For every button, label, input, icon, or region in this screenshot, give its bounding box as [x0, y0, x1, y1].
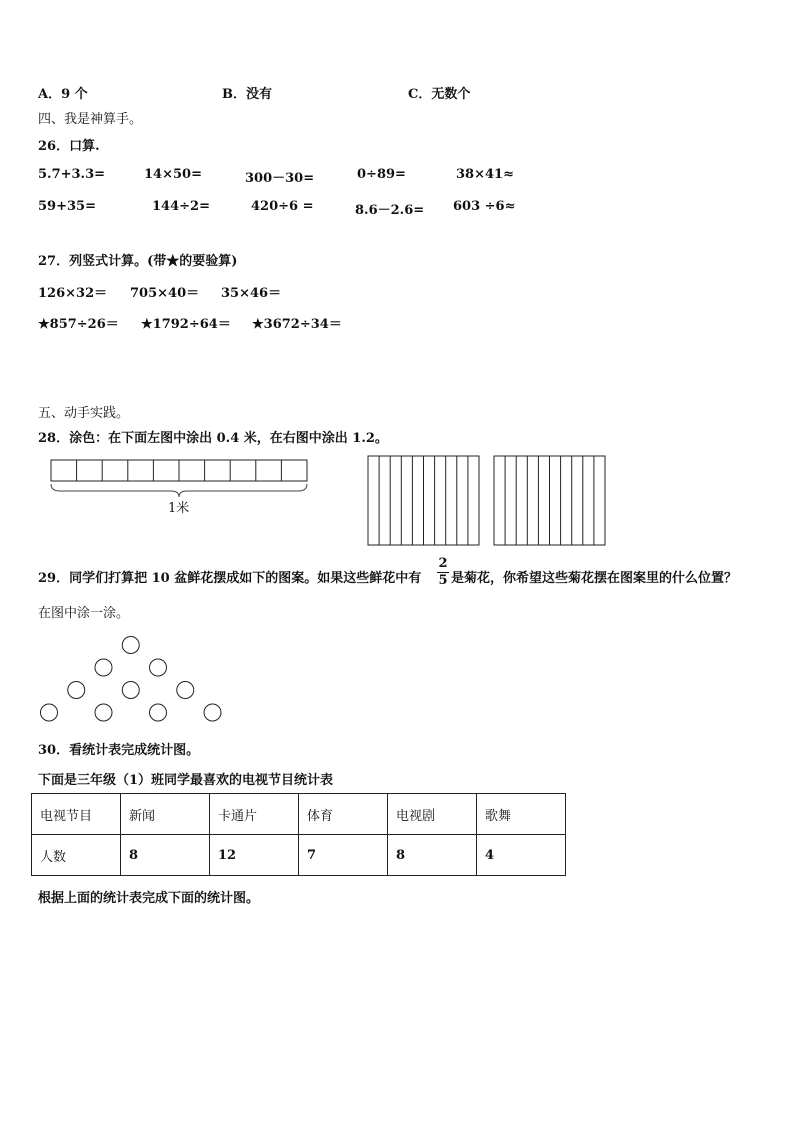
table-cell: 8 — [121, 835, 210, 876]
flower-circle — [68, 682, 85, 699]
q27-r1-item: 35×46＝ — [221, 286, 282, 301]
flower-circle — [204, 704, 221, 721]
q28-title: 28．涂色：在下面左图中涂出 0.4 米，在右图中涂出 1.2。 — [38, 431, 388, 446]
flower-circle — [150, 704, 167, 721]
q27-title: 27．列竖式计算。(带★的要验算) — [38, 254, 238, 269]
table-cell: 12 — [210, 835, 299, 876]
tv-program-table — [31, 793, 566, 876]
flower-circle — [95, 704, 112, 721]
option-c: C．无数个 — [408, 87, 471, 102]
q30-title: 30．看统计表完成统计图。 — [38, 743, 200, 758]
q27-r2-item: ★3672÷34＝ — [252, 317, 342, 332]
table-cell: 4 — [477, 835, 566, 876]
q29-instruction: 在图中涂一涂。 — [38, 606, 130, 621]
strip-grid-left[interactable] — [367, 455, 480, 546]
table-cell: 7 — [299, 835, 388, 876]
fraction-denominator: 5 — [438, 573, 448, 588]
table-cell: 歌舞 — [477, 794, 566, 835]
flower-circle — [41, 704, 58, 721]
meter-label: 1米 — [168, 501, 190, 516]
flower-circle — [95, 659, 112, 676]
q29-text-after: 是菊花，你希望这些菊花摆在图案里的什么位置？ — [451, 571, 738, 586]
brace-icon — [51, 484, 307, 497]
q26-r2-item: 420÷6 = — [251, 199, 314, 214]
table-cell: 体育 — [299, 794, 388, 835]
q29-text-before: 29．同学们打算把 10 盆鲜花摆成如下的图案。如果这些鲜花中有 — [38, 571, 422, 586]
flower-circle — [122, 682, 139, 699]
q26-r1-item: 14×50= — [144, 167, 202, 182]
q26-r2-item: 603 ÷6≈ — [453, 199, 516, 214]
flower-circle — [122, 637, 139, 654]
q26-title: 26．口算. — [38, 139, 100, 154]
q26-r1-item: 5.7+3.3= — [38, 167, 106, 182]
q27-r2-item: ★1792÷64＝ — [141, 317, 231, 332]
flower-circle — [150, 659, 167, 676]
table-row — [32, 835, 566, 876]
table-cell: 人数 — [32, 835, 121, 876]
q26-r1-item: 0÷89= — [357, 167, 406, 182]
q26-r2-item: 144÷2= — [152, 199, 210, 214]
q27-r1-item: 705×40＝ — [130, 286, 200, 301]
q27-r2-item: ★857÷26＝ — [38, 317, 119, 332]
table-cell: 电视节目 — [32, 794, 121, 835]
q26-r2-item: 8.6－2.6= — [355, 203, 425, 218]
q30-caption: 下面是三年级（1）班同学最喜欢的电视节目统计表 — [38, 773, 334, 788]
option-b: B．没有 — [222, 87, 272, 102]
option-a: A．9 个 — [38, 87, 88, 102]
flower-circle — [177, 682, 194, 699]
section-4-heading: 四、我是神算手。 — [38, 112, 143, 127]
q30-footer: 根据上面的统计表完成下面的统计图。 — [38, 891, 260, 906]
q26-r2-item: 59+35= — [38, 199, 96, 214]
table-cell: 新闻 — [121, 794, 210, 835]
strip-grid-right[interactable] — [493, 455, 606, 546]
section-5-heading: 五、动手实践。 — [38, 406, 130, 421]
flower-triangle — [38, 635, 228, 725]
table-cell: 卡通片 — [210, 794, 299, 835]
q26-r1-item: 300－30= — [245, 171, 315, 186]
q27-r1-item: 126×32＝ — [38, 286, 108, 301]
fraction-numerator: 2 — [438, 556, 448, 571]
q26-r1-item: 38×41≈ — [456, 167, 514, 182]
table-cell: 电视剧 — [388, 794, 477, 835]
table-row — [32, 794, 566, 835]
table-cell: 8 — [388, 835, 477, 876]
fraction-two-fifths — [437, 557, 449, 588]
